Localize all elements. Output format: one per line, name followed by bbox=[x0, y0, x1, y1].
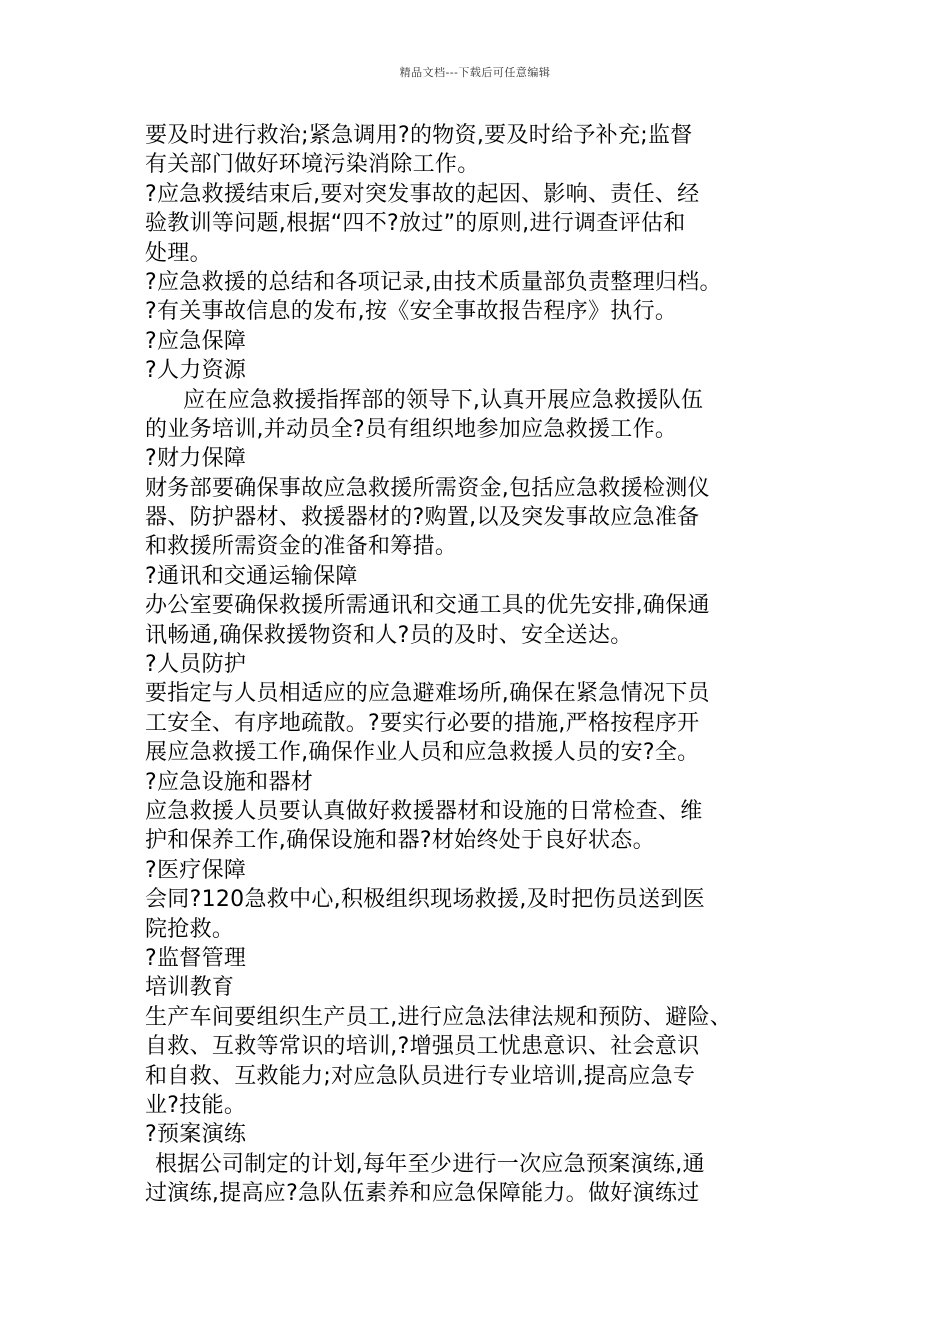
text-line: 财务部要确保事故应急救援所需资金,包括应急救援检测仪 bbox=[145, 475, 710, 501]
text-line: ?财力保障 bbox=[145, 446, 247, 472]
text-line: 院抢救。 bbox=[145, 916, 235, 942]
text-line: 业?技能。 bbox=[145, 1092, 247, 1118]
text-line: 和救援所需资金的准备和筹措。 bbox=[145, 534, 458, 560]
document-body bbox=[145, 121, 815, 1208]
text-line: ?应急保障 bbox=[145, 328, 247, 354]
page-header: 精品文档---下载后可任意编辑 bbox=[399, 66, 551, 79]
text-line: ?应急救援的总结和各项记录,由技术质量部负责整理归档。 bbox=[145, 269, 722, 295]
text-line: ?人力资源 bbox=[145, 358, 247, 384]
text-line: 应急救援人员要认真做好救援器材和设施的日常检查、维 bbox=[145, 798, 703, 824]
text-line: ?人员防护 bbox=[145, 652, 247, 678]
text-line: ?预案演练 bbox=[145, 1122, 247, 1148]
text-line: 验教训等问题,根据“四不?放过”的原则,进行调查评估和 bbox=[145, 211, 686, 237]
text-line: 的业务培训,并动员全?员有组织地参加应急救援工作。 bbox=[145, 416, 678, 442]
text-line: 会同?120急救中心,积极组织现场救援,及时把伤员送到医 bbox=[145, 887, 706, 913]
text-line: 要指定与人员相适应的应急避难场所,确保在紧急情况下员 bbox=[145, 681, 710, 707]
text-line: ?有关事故信息的发布,按《安全事故报告程序》执行。 bbox=[145, 299, 678, 325]
text-line: ?应急救援结束后,要对突发事故的起因、影响、责任、经 bbox=[145, 181, 700, 207]
text-line: ?监督管理 bbox=[145, 945, 247, 971]
text-line: 有关部门做好环境污染消除工作。 bbox=[145, 152, 480, 178]
text-line: 应在应急救援指挥部的领导下,认真开展应急救援队伍 bbox=[183, 387, 704, 413]
text-line: 处理。 bbox=[145, 240, 212, 266]
text-line: ?医疗保障 bbox=[145, 857, 247, 883]
text-line: 生产车间要组织生产员工,进行应急法律法规和预防、避险、 bbox=[145, 1004, 733, 1030]
text-line: 和自救、互救能力;对应急队员进行专业培训,提高应急专 bbox=[145, 1063, 696, 1089]
text-line: 自救、互救等常识的培训,?增强员工忧患意识、社会意识 bbox=[145, 1034, 700, 1060]
text-line: ?应急设施和器材 bbox=[145, 769, 314, 795]
text-line: 培训教育 bbox=[145, 975, 235, 1001]
text-line: 办公室要确保救援所需通讯和交通工具的优先安排,确保通 bbox=[145, 593, 710, 619]
text-line: 讯畅通,确保救援物资和人?员的及时、安全送达。 bbox=[145, 622, 633, 648]
text-line: 展应急救援工作,确保作业人员和应急救援人员的安?全。 bbox=[145, 740, 700, 766]
text-line: 要及时进行救治;紧急调用?的物资,要及时给予补充;监督 bbox=[145, 123, 693, 148]
text-line: ?通讯和交通运输保障 bbox=[145, 563, 358, 589]
text-line: 工安全、有序地疏散。?要实行必要的措施,严格按程序开 bbox=[145, 710, 700, 736]
text-line: 护和保养工作,确保设施和器?材始终处于良好状态。 bbox=[145, 828, 655, 854]
text-line: 过演练,提高应?急队伍素养和应急保障能力。做好演练过 bbox=[145, 1181, 700, 1207]
text-line: 器、防护器材、救援器材的?购置,以及突发事故应急准备 bbox=[145, 505, 700, 531]
text-line: 根据公司制定的计划,每年至少进行一次应急预案演练,通 bbox=[155, 1151, 705, 1177]
